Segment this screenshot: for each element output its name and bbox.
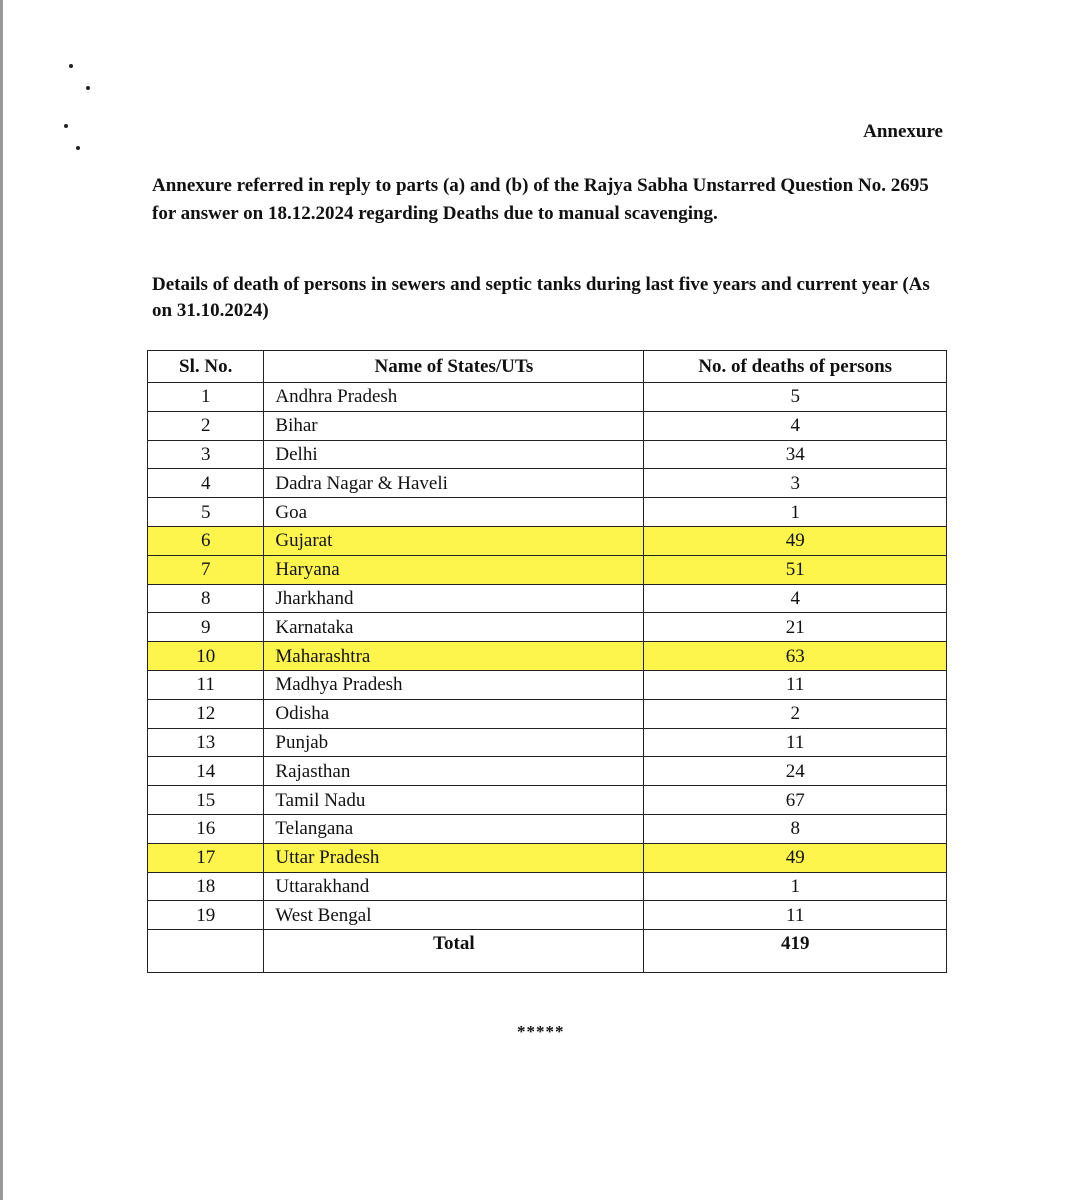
sl-no-cell: 13 bbox=[148, 728, 264, 757]
state-name-cell: Gujarat bbox=[264, 526, 644, 555]
deaths-cell: 63 bbox=[644, 642, 947, 671]
deaths-cell: 49 bbox=[644, 526, 947, 555]
deaths-cell: 4 bbox=[644, 411, 947, 440]
state-name-cell: Tamil Nadu bbox=[264, 786, 644, 815]
state-name-cell: Punjab bbox=[264, 728, 644, 757]
deaths-cell: 2 bbox=[644, 699, 947, 728]
deaths-cell: 51 bbox=[644, 555, 947, 584]
scan-speck bbox=[86, 86, 90, 90]
total-label: Total bbox=[264, 930, 644, 973]
table-row bbox=[148, 786, 947, 815]
sl-no-cell: 19 bbox=[148, 901, 264, 930]
page-edge bbox=[0, 0, 3, 1200]
state-name-cell: Jharkhand bbox=[264, 584, 644, 613]
sl-no-cell: 6 bbox=[148, 526, 264, 555]
state-name-cell: Goa bbox=[264, 498, 644, 527]
table-row bbox=[148, 440, 947, 469]
table-header-row bbox=[148, 351, 947, 383]
table-row bbox=[148, 555, 947, 584]
table-row bbox=[148, 642, 947, 671]
sl-no-cell: 11 bbox=[148, 670, 264, 699]
sl-no-cell: 10 bbox=[148, 642, 264, 671]
sl-no-cell: 16 bbox=[148, 814, 264, 843]
header-sl-no: Sl. No. bbox=[148, 351, 264, 383]
total-row bbox=[148, 930, 947, 973]
deaths-cell: 21 bbox=[644, 613, 947, 642]
annexure-heading: Annexure bbox=[863, 121, 943, 142]
intro-paragraph: Annexure referred in reply to parts (a) and (b) of the Rajya Sabha Unstarred Question No. 2695 for answer on 18.12.2024 regarding Deaths due to manual scavenging. bbox=[152, 175, 929, 224]
deaths-cell: 1 bbox=[644, 872, 947, 901]
table-row bbox=[148, 670, 947, 699]
scan-speck bbox=[69, 64, 73, 68]
header-state-name: Name of States/UTs bbox=[264, 351, 644, 383]
state-name-cell: Maharashtra bbox=[264, 642, 644, 671]
deaths-cell: 11 bbox=[644, 728, 947, 757]
deaths-cell: 8 bbox=[644, 814, 947, 843]
state-name-cell: Bihar bbox=[264, 411, 644, 440]
sl-no-cell: 7 bbox=[148, 555, 264, 584]
sl-no-cell: 5 bbox=[148, 498, 264, 527]
table-row bbox=[148, 498, 947, 527]
state-name-cell: Andhra Pradesh bbox=[264, 383, 644, 412]
state-name-cell: Uttar Pradesh bbox=[264, 843, 644, 872]
state-name-cell: Odisha bbox=[264, 699, 644, 728]
sl-no-cell: 9 bbox=[148, 613, 264, 642]
deaths-cell: 11 bbox=[644, 670, 947, 699]
footer-stars: ***** bbox=[517, 1022, 565, 1041]
table-row bbox=[148, 728, 947, 757]
state-name-cell: Delhi bbox=[264, 440, 644, 469]
table-row bbox=[148, 699, 947, 728]
table-row bbox=[148, 872, 947, 901]
table-row bbox=[148, 526, 947, 555]
deaths-cell: 67 bbox=[644, 786, 947, 815]
sl-no-cell: 1 bbox=[148, 383, 264, 412]
table-row bbox=[148, 383, 947, 412]
deaths-cell: 1 bbox=[644, 498, 947, 527]
sl-no-cell: 3 bbox=[148, 440, 264, 469]
state-name-cell: Karnataka bbox=[264, 613, 644, 642]
sl-no-cell: 8 bbox=[148, 584, 264, 613]
table-row bbox=[148, 901, 947, 930]
table-row bbox=[148, 584, 947, 613]
deaths-cell: 24 bbox=[644, 757, 947, 786]
state-name-cell: Uttarakhand bbox=[264, 872, 644, 901]
table-row bbox=[148, 757, 947, 786]
total-empty-cell bbox=[148, 930, 264, 973]
deaths-cell: 4 bbox=[644, 584, 947, 613]
deaths-table bbox=[147, 350, 947, 973]
state-name-cell: Haryana bbox=[264, 555, 644, 584]
state-name-cell: West Bengal bbox=[264, 901, 644, 930]
sl-no-cell: 2 bbox=[148, 411, 264, 440]
sl-no-cell: 14 bbox=[148, 757, 264, 786]
table-row bbox=[148, 843, 947, 872]
scan-speck bbox=[64, 124, 68, 128]
table-row bbox=[148, 613, 947, 642]
state-name-cell: Madhya Pradesh bbox=[264, 670, 644, 699]
deaths-cell: 5 bbox=[644, 383, 947, 412]
total-value: 419 bbox=[644, 930, 947, 973]
sl-no-cell: 18 bbox=[148, 872, 264, 901]
sl-no-cell: 15 bbox=[148, 786, 264, 815]
state-name-cell: Rajasthan bbox=[264, 757, 644, 786]
table-row bbox=[148, 469, 947, 498]
deaths-cell: 11 bbox=[644, 901, 947, 930]
deaths-cell: 34 bbox=[644, 440, 947, 469]
sl-no-cell: 12 bbox=[148, 699, 264, 728]
scan-speck bbox=[76, 146, 80, 150]
deaths-cell: 3 bbox=[644, 469, 947, 498]
sl-no-cell: 17 bbox=[148, 843, 264, 872]
table-row bbox=[148, 814, 947, 843]
header-deaths: No. of deaths of persons bbox=[644, 351, 947, 383]
table-row bbox=[148, 411, 947, 440]
state-name-cell: Dadra Nagar & Haveli bbox=[264, 469, 644, 498]
state-name-cell: Telangana bbox=[264, 814, 644, 843]
sl-no-cell: 4 bbox=[148, 469, 264, 498]
table-caption: Details of death of persons in sewers and septic tanks during last five years and current year (As on 31.10.2024) bbox=[152, 274, 930, 321]
table-body bbox=[148, 383, 947, 930]
deaths-cell: 49 bbox=[644, 843, 947, 872]
